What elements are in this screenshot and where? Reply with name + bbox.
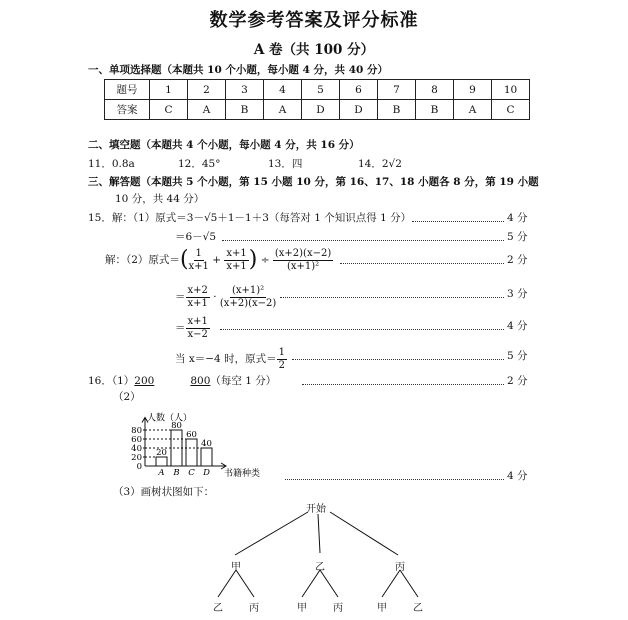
score: 5 分 — [507, 231, 528, 243]
question-number: 2 — [188, 80, 226, 100]
denominator: 2 — [278, 359, 285, 371]
y-tick-label: 80 — [131, 426, 142, 436]
bar-value-label: 20 — [156, 448, 167, 458]
y-tick-label: 20 — [131, 453, 142, 463]
score: 4 分 — [507, 212, 528, 224]
q15-part2: 解：（2）原式＝( $\frac{1}{x+1}$ + $\frac{x+1}{x+1}$ ) ÷ $\frac{(x+2)(x-2)}{\text{(x+1)²}}$ — [105, 247, 332, 272]
score: 3 分 — [507, 288, 528, 300]
question-number: 3 — [226, 80, 264, 100]
tree-node: 甲 — [231, 562, 241, 573]
y-axis-label: 人数（人） — [147, 413, 193, 424]
tree-root: 开始 — [306, 504, 326, 515]
numerator: x+2 — [187, 284, 208, 296]
q16-prefix: 16．（1） — [88, 375, 135, 387]
q16-part3-label: （3）画树状图如下： — [113, 486, 215, 498]
x-tick-label: D — [203, 468, 210, 478]
denominator: x−2 — [187, 328, 208, 340]
question-number: 4 — [264, 80, 302, 100]
q15-when-text: 当 x＝−4 时，原式＝ — [175, 353, 277, 365]
x-tick-label: C — [188, 468, 195, 478]
question-number: 7 — [378, 80, 416, 100]
score: 2 分 — [507, 254, 528, 266]
denominator: (x+1)² — [286, 260, 320, 272]
answer-cell: D — [302, 100, 340, 120]
section1-heading: 一、单项选择题（本题共 10 个小题，每小题 4 分，共 40 分） — [88, 64, 388, 76]
denominator: x+1 — [187, 297, 208, 309]
numerator: x+1 — [226, 247, 247, 259]
answer-cell: C — [150, 100, 188, 120]
bar-value-label: 80 — [171, 421, 182, 431]
fill-answer: 11．0.8a — [88, 158, 135, 170]
answer-cell: B — [226, 100, 264, 120]
y-tick-label: 60 — [131, 435, 142, 445]
q16-note: （每空 1 分） — [210, 375, 277, 387]
x-tick-label: A — [158, 468, 165, 478]
tree-leaf: 甲 — [297, 603, 307, 614]
section2-heading: 二、填空题（本题共 4 个小题，每小题 4 分，共 16 分） — [88, 139, 360, 151]
section3-heading: 三、解答题（本题共 5 个小题，第 15 小题 10 分，第 16、17、18 小题各 8 分，第 19 小题 — [88, 176, 539, 188]
question-number: 5 — [302, 80, 340, 100]
bar-value-label: 40 — [201, 439, 212, 449]
tree-leaf: 甲 — [377, 603, 387, 614]
page-subtitle: A 卷（共 100 分） — [253, 42, 375, 58]
question-number: 1 — [150, 80, 188, 100]
score: 4 分 — [507, 470, 528, 482]
y-tick-label: 40 — [131, 444, 142, 454]
fill-answer: 13．四 — [268, 158, 303, 170]
q16-answer2: 800 — [190, 375, 211, 387]
x-axis-label: 书籍种类 — [224, 469, 261, 479]
q15-line2: ＝6－√5 — [175, 231, 217, 243]
numerator: x+1 — [187, 315, 208, 327]
answer-cell: D — [340, 100, 378, 120]
q16-answer1: 200 — [134, 375, 155, 387]
numerator: 1 — [195, 247, 202, 259]
tree-leaf: 丙 — [249, 603, 259, 614]
tree-leaf: 乙 — [413, 603, 423, 614]
answer-cell: B — [378, 100, 416, 120]
question-number: 8 — [416, 80, 454, 100]
score: 4 分 — [507, 320, 528, 332]
score: 2 分 — [507, 375, 528, 387]
answer-cell: A — [264, 100, 302, 120]
answer-cell: A — [454, 100, 492, 120]
question-number: 10 — [492, 80, 530, 100]
tree-node: 乙 — [315, 562, 325, 573]
question-number: 6 — [340, 80, 378, 100]
page-title: 数学参考答案及评分标准 — [209, 10, 419, 31]
q15-step4: ＝ $\frac{x+1}{x-2}$ — [175, 315, 208, 340]
q15-part2-prefix: 解：（2）原式＝ — [105, 254, 180, 266]
x-tick-label: B — [173, 468, 180, 478]
bar-value-label: 60 — [186, 430, 197, 440]
row-label: 题号 — [105, 80, 150, 100]
row-label: 答案 — [105, 100, 150, 120]
question-number: 9 — [454, 80, 492, 100]
numerator: (x+2)(x−2) — [274, 247, 332, 259]
fill-answer: 12．45° — [178, 158, 221, 170]
answer-cell: A — [188, 100, 226, 120]
tree-leaf: 乙 — [213, 603, 223, 614]
answer-cell: C — [492, 100, 530, 120]
denominator: x+1 — [226, 260, 247, 272]
section3-heading-cont: 10 分，共 44 分） — [115, 193, 205, 205]
q15-step3: ＝ $\frac{x+2}{x+1}$ · $\frac{\text{(x+1)²}}{(x+2)(x-2)}$ — [175, 284, 277, 309]
denominator: x+1 — [188, 260, 209, 272]
numerator: (x+1)² — [231, 284, 265, 296]
tree-node: 丙 — [395, 562, 405, 573]
answer-cell: B — [416, 100, 454, 120]
q16-part2-label: （2） — [113, 391, 141, 403]
tree-leaf: 丙 — [333, 603, 343, 614]
y-tick-label: 0 — [136, 462, 142, 472]
score: 5 分 — [507, 350, 528, 362]
denominator: (x+2)(x−2) — [219, 297, 277, 309]
q15-line1: 15．解：（1）原式＝3－√5＋1－1＋3（每答对 1 个知识点得 1 分） — [88, 212, 412, 224]
numerator: 1 — [278, 346, 285, 358]
fill-answer: 14．2√2 — [358, 158, 402, 170]
